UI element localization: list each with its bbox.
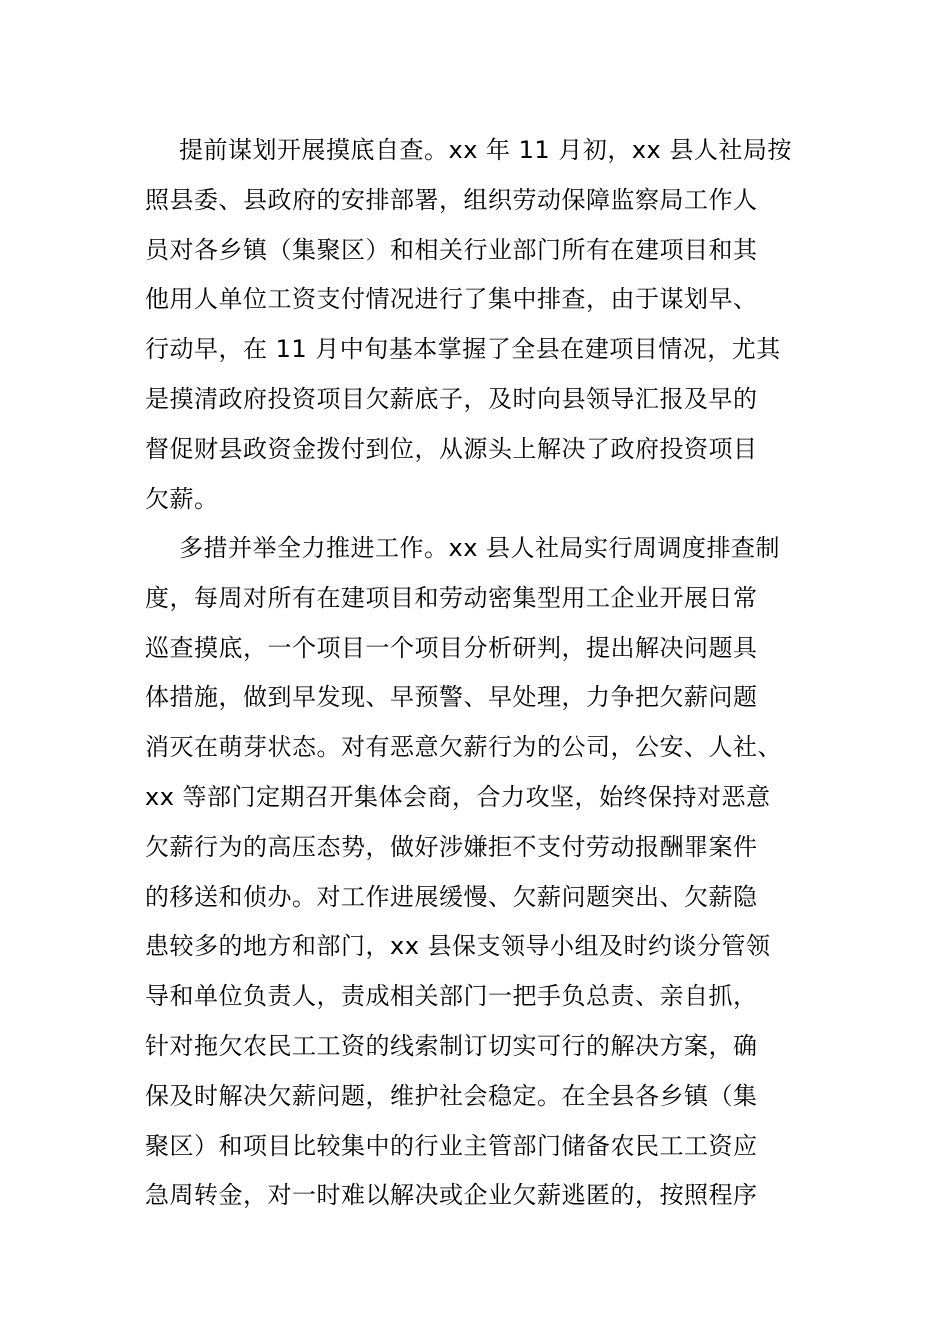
paragraph-line: 督促财县政资金拨付到位，从源头上解决了政府投资项目 bbox=[145, 434, 758, 463]
paragraph-line: 欠薪行为的高压态势，做好涉嫌拒不支付劳动报酬罪案件 bbox=[145, 832, 758, 861]
paragraph-line: 保及时解决欠薪问题，维护社会稳定。在全县各乡镇（集 bbox=[145, 1081, 758, 1110]
paragraph-line: 员对各乡镇（集聚区）和相关行业部门所有在建项目和其 bbox=[145, 235, 758, 264]
paragraph-line: 提前谋划开展摸底自查。xx 年 11 月初，xx 县人社局按 bbox=[179, 136, 792, 164]
paragraph-line: 是摸清政府投资项目欠薪底子，及时向县领导汇报及早的 bbox=[145, 384, 758, 413]
paragraph-line: 度，每周对所有在建项目和劳动密集型用工企业开展日常 bbox=[145, 583, 758, 612]
paragraph-line: 的移送和侦办。对工作进展缓慢、欠薪问题突出、欠薪隐 bbox=[145, 882, 758, 911]
paragraph-line: 针对拖欠农民工工资的线索制订切实可行的解决方案，确 bbox=[145, 1031, 758, 1060]
paragraph-line: 欠薪。 bbox=[145, 484, 219, 513]
paragraph-line: 多措并举全力推进工作。xx 县人社局实行周调度排查制 bbox=[179, 534, 781, 562]
paragraph-line: 照县委、县政府的安排部署，组织劳动保障监察局工作人 bbox=[145, 185, 758, 214]
paragraph-line: 聚区）和项目比较集中的行业主管部门储备农民工工资应 bbox=[145, 1131, 758, 1160]
paragraph-line: xx 等部门定期召开集体会商，合力攻坚，始终保持对恶意 bbox=[145, 782, 771, 811]
paragraph-line: 患较多的地方和部门，xx 县保支领导小组及时约谈分管领 bbox=[145, 932, 771, 961]
paragraph-2 bbox=[145, 524, 805, 1221]
paragraph-1 bbox=[145, 126, 805, 524]
paragraph-line: 他用人单位工资支付情况进行了集中排查，由于谋划早、 bbox=[145, 285, 758, 314]
paragraph-line: 急周转金，对一时难以解决或企业欠薪逃匿的，按照程序 bbox=[145, 1181, 758, 1210]
paragraph-line: 体措施，做到早发现、早预警、早处理，力争把欠薪问题 bbox=[145, 683, 758, 712]
paragraph-line: 导和单位负责人，责成相关部门一把手负总责、亲自抓， bbox=[145, 982, 758, 1011]
paragraph-line: 消灭在萌芽状态。对有恶意欠薪行为的公司，公安、人社、 bbox=[145, 733, 782, 762]
paragraph-line: 巡查摸底，一个项目一个项目分析研判，提出解决问题具 bbox=[145, 633, 758, 662]
paragraph-line: 行动早，在 11 月中旬基本掌握了全县在建项目情况，尤其 bbox=[145, 335, 781, 364]
